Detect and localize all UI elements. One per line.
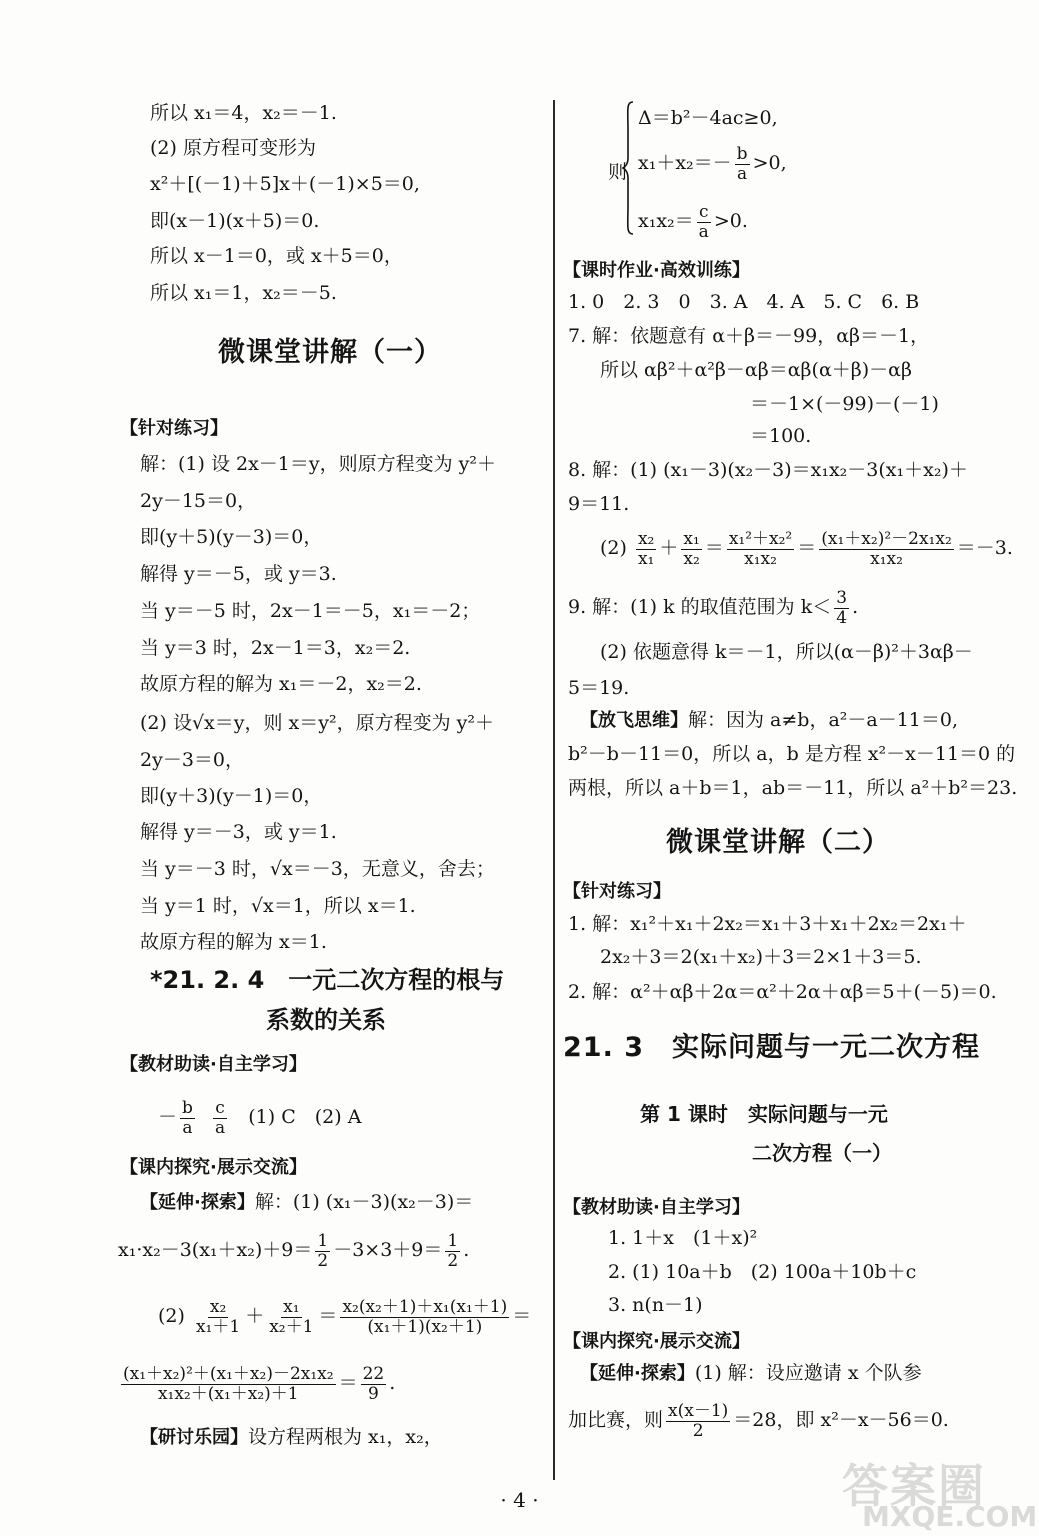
text-line: 解：(1) 设 2x－1＝y，则原方程变为 y²＋ <box>140 453 497 475</box>
text-line: 8. 解：(1) (x₁－3)(x₂－3)＝x₁x₂－3(x₁＋x₂)＋ <box>568 459 968 481</box>
subsection-label: 【延伸·探索】 <box>140 1192 255 1213</box>
denominator: 2 <box>692 1420 704 1441</box>
fraction <box>666 1402 730 1441</box>
numerator: x(x－1) <box>668 1400 729 1421</box>
text-line: 故原方程的解为 x₁＝－2，x₂＝2. <box>140 673 422 695</box>
watermark-url: MXQE.COM <box>862 1500 1038 1533</box>
fraction <box>213 1099 227 1138</box>
fraction <box>315 1232 330 1271</box>
text-line: 5＝19. <box>568 677 630 699</box>
lesson-heading: 第 1 课时 实际问题与一元 <box>640 1102 888 1126</box>
text-line: Δ＝b²－4ac≥0, <box>638 107 778 129</box>
text-line: 所以 x₁＝1，x₂＝－5. <box>150 282 337 304</box>
text-span: (2) <box>158 1305 185 1327</box>
fraction <box>819 530 954 569</box>
fraction <box>834 589 849 628</box>
fraction <box>681 530 701 569</box>
numerator: 22 <box>362 1363 385 1384</box>
section-label: 【教材助读·自主学习】 <box>563 1197 750 1218</box>
text-span: >0, <box>752 152 787 174</box>
text-line <box>158 1095 361 1139</box>
section-label: 【针对练习】 <box>563 881 671 902</box>
text-line <box>568 584 858 630</box>
text-line: 所以 αβ²＋α²β－αβ＝αβ(α＋β)－αβ <box>600 359 912 381</box>
denominator: a <box>698 221 709 242</box>
denominator: 2 <box>447 1250 459 1271</box>
chapter-heading: 21. 3 实际问题与一元二次方程 <box>563 1032 981 1063</box>
denominator: a <box>182 1117 193 1138</box>
denominator: x₁ <box>637 548 655 569</box>
numerator: x₁ <box>683 528 700 549</box>
text-line: 所以 x₁＝4，x₂＝－1. <box>150 102 337 124</box>
numerator: 3 <box>836 587 848 608</box>
equals-sign: ＝ <box>797 537 817 559</box>
subsection-label: 【延伸·探索】 <box>580 1363 695 1384</box>
text-line: 1. 0 2. 3 0 3. A 4. A 5. C 6. B <box>568 291 920 313</box>
denominator: a <box>215 1117 226 1138</box>
text-line <box>140 1190 473 1215</box>
fraction <box>194 1298 242 1337</box>
text-line: 则 <box>608 161 628 183</box>
text-line: 2. 解：α²＋αβ＋2α＝α²＋2α＋αβ＝5＋(－5)＝0. <box>568 981 997 1003</box>
numerator: c <box>215 1097 225 1118</box>
fraction <box>636 530 656 569</box>
text-line <box>568 1395 949 1445</box>
text-line: (2) 原方程可变形为 <box>150 137 316 159</box>
numerator: x₂ <box>209 1296 227 1317</box>
text-line: 故原方程的解为 x＝1. <box>140 931 327 953</box>
page-number: · 4 · <box>500 1488 539 1512</box>
text-line <box>580 708 958 733</box>
text-span: 解：(1) (x₁－3)(x₂－3)＝ <box>254 1191 474 1213</box>
text-line: 2x₂＋3＝2(x₁＋x₂)＋3＝2×1＋3＝5. <box>600 946 922 968</box>
text-line: ＝－1×(－99)－(－1) <box>750 393 939 415</box>
text-line: 当 y＝－5 时，2x－1＝－5，x₁＝－2； <box>140 600 481 622</box>
text-line <box>158 1293 531 1339</box>
text-span: . <box>389 1372 396 1394</box>
text-line: 即(y＋5)(y－3)＝0， <box>140 526 323 548</box>
numerator: b <box>182 1097 193 1118</box>
denominator: a <box>737 163 748 184</box>
denominator: x₁＋1 <box>195 1316 241 1337</box>
denominator: (x₁＋1)(x₂＋1) <box>367 1316 483 1337</box>
text-line: (2) 依题意得 k＝－1，所以(α－β)²＋3αβ－ <box>600 641 973 663</box>
text-span: x₁x₂＝ <box>638 210 694 232</box>
numerator: 1 <box>317 1230 329 1251</box>
text-line: 2y－3＝0， <box>140 749 244 771</box>
chapter-heading: *21. 2. 4 一元二次方程的根与 <box>150 966 505 994</box>
fraction <box>361 1365 387 1404</box>
text-span: >0. <box>713 210 748 232</box>
fraction <box>697 203 711 242</box>
text-span: ＝－3. <box>956 537 1013 559</box>
watermark-text: 答案圈 <box>842 1459 986 1513</box>
text-line: 1. 解：x₁²＋x₁＋2x₂＝x₁＋3＋x₁＋2x₂＝2x₁＋ <box>568 913 967 935</box>
equals-sign: ＝ <box>338 1372 358 1394</box>
numerator: x₂(x₂＋1)＋x₁(x₁＋1) <box>342 1296 508 1317</box>
minus-sign: － <box>158 1106 178 1128</box>
numerator: (x₁＋x₂)²－2x₁x₂ <box>821 528 952 549</box>
text-line: 7. 解：依题意有 α＋β＝－99，αβ＝－1， <box>568 325 930 347</box>
denominator: x₂＋1 <box>269 1316 314 1337</box>
equals-sign: ＝ <box>704 537 724 559</box>
text-span: (1) 解：设应邀请 x 个队参 <box>694 1362 922 1384</box>
watermark-logo <box>842 1450 1038 1533</box>
text-span: 解：因为 a≠b，a²－a－11＝0, <box>688 709 959 731</box>
denominator: x₁x₂＋(x₁＋x₂)＋1 <box>157 1383 299 1404</box>
text-span: x₁·x₂－3(x₁＋x₂)＋9＝ <box>118 1239 313 1261</box>
text-line: 当 y＝3 时，2x－1＝3，x₂＝2. <box>140 637 411 659</box>
numerator: (x₁＋x₂)²＋(x₁＋x₂)－2x₁x₂ <box>123 1363 334 1384</box>
section-label: 【针对练习】 <box>120 418 228 439</box>
subsection-label: 【放飞思维】 <box>580 710 688 731</box>
text-span: 9. 解：(1) k 的取值范围为 k＜ <box>568 596 832 618</box>
fraction <box>121 1365 336 1404</box>
plus-sign: ＋ <box>659 537 679 559</box>
numerator: c <box>698 201 709 222</box>
section-heading: 微课堂讲解（二） <box>666 827 890 858</box>
section-label: 【课内探究·展示交流】 <box>563 1331 750 1352</box>
text-span: (2) <box>600 537 627 559</box>
text-line: b²－b－11＝0，所以 a，b 是方程 x²－x－11＝0 的 <box>568 743 1016 765</box>
fraction <box>735 145 750 184</box>
section-label: 【课内探究·展示交流】 <box>120 1157 307 1178</box>
text-line <box>118 1360 395 1406</box>
text-span: . <box>463 1239 470 1261</box>
text-line: 当 y＝1 时，√x＝1，所以 x＝1. <box>140 895 416 917</box>
equals-sign: ＝ <box>318 1305 338 1327</box>
numerator: b <box>736 143 748 164</box>
equals-sign: ＝ <box>512 1305 532 1327</box>
text-line <box>118 1227 469 1273</box>
text-span: 加比赛，则 <box>568 1409 664 1431</box>
numerator: x₁ <box>283 1296 300 1317</box>
column-divider <box>553 100 555 1480</box>
text-line: 2. (1) 10a＋b (2) 100a＋10b＋c <box>608 1261 917 1283</box>
choice-answers: (1) C (2) A <box>248 1106 362 1128</box>
text-line <box>140 1425 443 1450</box>
denominator: x₂ <box>683 548 700 569</box>
text-line: 1. 1＋x (1＋x)² <box>608 1227 758 1249</box>
numerator: x₂ <box>637 528 655 549</box>
plus-sign: ＋ <box>245 1305 265 1327</box>
text-line: 当 y＝－3 时，√x＝－3，无意义，舍去； <box>140 858 495 880</box>
fraction <box>180 1099 195 1138</box>
numerator: x₁²＋x₂² <box>728 528 793 549</box>
chapter-heading: 系数的关系 <box>266 1006 386 1034</box>
denominator: 2 <box>317 1250 329 1271</box>
text-line: 两根，所以 a＋b＝1，ab＝－11，所以 a²＋b²＝23. <box>568 777 1018 799</box>
text-line: (2) 设√x＝y，则 x＝y²，原方程变为 y²＋ <box>140 712 495 734</box>
text-line: 3. n(n－1) <box>608 1294 703 1316</box>
fraction <box>340 1298 509 1337</box>
fraction <box>727 530 794 569</box>
text-span: . <box>852 596 859 618</box>
lesson-heading: 二次方程（一） <box>752 1141 892 1165</box>
denominator: x₁x₂ <box>870 548 903 569</box>
text-line: 所以 x－1＝0，或 x＋5＝0， <box>150 245 403 267</box>
text-span: x₁＋x₂＝－ <box>638 152 732 174</box>
text-line <box>580 1361 922 1386</box>
text-span: 设方程两根为 x₁，x₂， <box>248 1426 443 1448</box>
text-line: 即(y＋3)(y－1)＝0， <box>140 785 323 807</box>
fraction <box>267 1298 315 1337</box>
denominator: 9 <box>368 1383 379 1404</box>
numerator: 1 <box>447 1230 459 1251</box>
text-line <box>638 140 787 186</box>
subsection-label: 【研讨乐园】 <box>140 1427 248 1448</box>
denominator: x₁x₂ <box>744 548 777 569</box>
text-line: x²＋[(－1)＋5]x＋(－1)×5＝0, <box>150 173 420 195</box>
section-heading: 微课堂讲解（一） <box>218 337 442 368</box>
denominator: 4 <box>836 607 848 628</box>
text-line: 解得 y＝－5，或 y＝3. <box>140 563 337 585</box>
text-line <box>638 198 748 244</box>
text-line: ＝100. <box>750 425 812 447</box>
text-line: 2y－15＝0， <box>140 490 257 512</box>
text-span: －3×3＋9＝ <box>333 1239 443 1261</box>
section-label: 【课时作业·高效训练】 <box>563 260 750 281</box>
text-line: 解得 y＝－3，或 y＝1. <box>140 821 337 843</box>
text-line: 即(x－1)(x＋5)＝0. <box>150 210 320 232</box>
section-label: 【教材助读·自主学习】 <box>120 1054 307 1075</box>
text-line <box>600 523 1013 573</box>
fraction <box>445 1232 460 1271</box>
text-span: ＝28，即 x²－x－56＝0. <box>733 1409 949 1431</box>
text-line: 9＝11. <box>568 493 630 515</box>
